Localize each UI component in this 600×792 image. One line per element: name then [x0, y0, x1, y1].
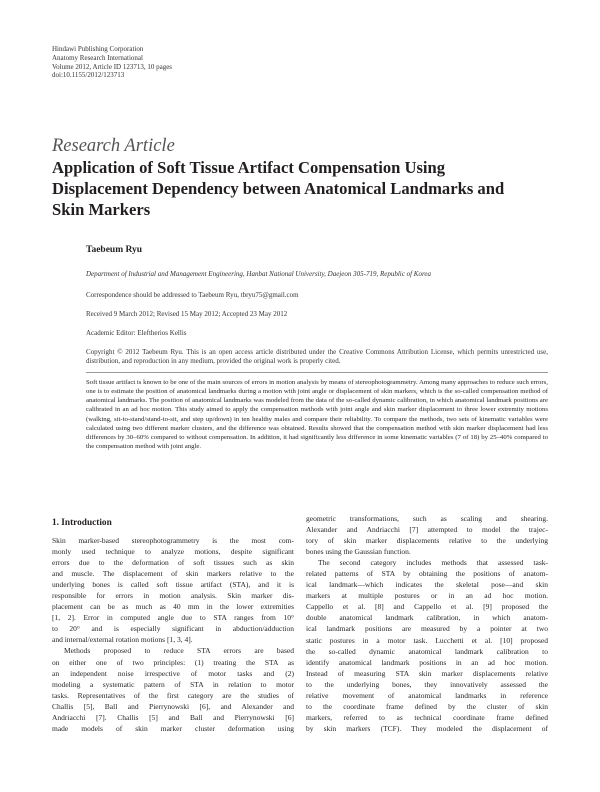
body-text-line: markers at multiple postures or in an ad hoc motion. — [306, 591, 548, 601]
title-line: Displacement Dependency between Anatomical Landmarks and — [52, 179, 505, 198]
body-text-line: an independent noise irrespective of motor tasks and (2) — [52, 668, 294, 678]
copyright-notice: Copyright © 2012 Taebeum Ryu. This is an open access article distributed under the Creative Commons Attribution License, which permits unrestricted use, distribution, and reproduction in any medium, provided the original work is properly cited. — [86, 348, 548, 365]
correspondence: Correspondence should be addressed to Taebeum Ryu, tbryu75@gmail.com — [86, 291, 299, 299]
body-text-line: placement can be as much as 40 mm in the lower extremities — [52, 602, 294, 612]
body-text-line: ical landmark—which indicates the skeletal pose—and skin — [306, 580, 548, 590]
body-text-line: ical landmark positions are measured by a pointer at two — [306, 624, 548, 634]
publisher-name: Hindawi Publishing Corporation — [52, 45, 144, 53]
body-text-line: Cappello et al. [8] and Cappello et al. [9] proposed the — [306, 602, 548, 612]
volume-info: Volume 2012, Article ID 123713, 10 pages — [52, 62, 173, 71]
body-text-line: identify anatomical landmark positions in an ad hoc motion. — [306, 657, 548, 667]
body-text-line: bones using the Gaussian function. — [306, 547, 411, 557]
body-text-line: to the coordinate frame defined by the cluster of skin — [306, 701, 548, 711]
body-text-line: by skin markers (TCF). They modeled the displacement of — [306, 723, 548, 733]
article-type: Research Article — [52, 136, 175, 156]
title-line: Skin Markers — [52, 200, 151, 219]
body-text-line: relative movement of anatomical landmarks in reference — [306, 690, 548, 700]
article-dates: Received 9 March 2012; Revised 15 May 2012; Accepted 23 May 2012 — [86, 310, 288, 318]
body-text-line: geometric transformations, such as scaling and shearing. — [306, 514, 548, 523]
body-text-line: monly used technique to analyze motions, despite significant — [52, 547, 294, 557]
body-text-line: errors due to the deformation of soft tissues such as skin — [52, 558, 294, 568]
affiliation: Department of Industrial and Management Engineering, Hanbat National University, Daejeon 305-719, Republic of Korea — [86, 270, 432, 278]
left-column — [52, 535, 294, 734]
body-text-line: and internal/external rotation motions [1, 3, 4]. — [52, 635, 193, 645]
divider — [86, 372, 548, 373]
body-text-line: Skin marker-based stereophotogrammetry is the most com- — [52, 536, 294, 545]
body-text-line: to 20° and is especially significant in abduction/adduction — [52, 624, 294, 634]
doi-link[interactable]: doi:10.1155/2012/123713 — [52, 71, 125, 80]
body-text-line: tory of skin marker displacements relative to the underlying — [306, 536, 548, 546]
body-text-line: [1, 2]. Error in computed angle due to STA ranges from 10° — [52, 613, 294, 623]
body-text-line: related patterns of STA by obtaining the positions of anatom- — [306, 569, 548, 579]
academic-editor: Academic Editor: Eleftherios Kellis — [86, 329, 187, 337]
body-text-line: Alexander and Andriacchi [7] attempted to model the trajec- — [306, 525, 548, 535]
body-text-line: modeling a systematic pattern of STA in relation to motor — [52, 679, 294, 689]
section-heading: 1. Introduction — [52, 518, 112, 528]
body-text-line: static postures in a motor task. Lucchetti et al. [10] proposed — [306, 635, 548, 645]
body-text-line: the so-called dynamic anatomical landmark calibration to — [306, 646, 548, 656]
body-text-line: The second category includes methods that assessed task- — [318, 558, 548, 568]
body-text-line: Instead of measuring STA skin marker displacements relative — [306, 668, 548, 678]
right-column — [306, 513, 548, 734]
body-text-line: underlying bones is called soft tissue artifact (STA), and it is — [52, 580, 294, 590]
body-text-line: Challis [5], Ball and Pierrynowski [6], and Alexander and — [52, 701, 294, 711]
body-text-line: made models of skin marker cluster deformation using — [52, 723, 294, 733]
body-text-line: markers, referred to as technical coordinate frame defined — [306, 712, 548, 722]
author-name: Taebeum Ryu — [86, 245, 143, 255]
body-text-line: and muscle. The displacement of skin markers relative to the — [52, 569, 294, 579]
paper-title — [52, 157, 552, 220]
abstract: Soft tissue artifact is known to be one of the main sources of errors in motion analysis by means of stereophotogrammetry. Among many approaches to reduce such errors, one is to estimate the position of anatomical landmarks during a motion with joint angle or displacement of skin markers, which is the so-called compensation method of anatomical landmarks. The position of anatomical landmarks was modeled from the data of the so-called dynamic calibration, in which anatomical landmark positions are calibrated in an ad hoc motion. This study aimed to apply the compensation methods with joint angle and skin marker displacement to three lower extremity motions (walking, sit-to-stand/stand-to-sit, and step up/down) in ten healthy males and compare their reliability. To compare the methods, two sets of kinematic variables were calculated using two different marker clusters, and the difference was obtained. Results showed that the compensation method with skin marker displacement had less differences by 30–60% compared to without compensation. In addition, it had significantly less difference in some kinematic variables (7 of 18) by 25–40% compared to the compensation method with joint angle. — [86, 379, 548, 451]
body-text-line: to the underlying bones, they innovatively assessed the — [306, 679, 548, 689]
journal-name: Anatomy Research International — [52, 53, 143, 62]
body-text-line: on either one of two principles: (1) treating the STA as — [52, 657, 294, 667]
title-line: Application of Soft Tissue Artifact Compensation Using — [52, 158, 446, 177]
body-text-line: tasks. Representatives of the first category are the studies of — [52, 690, 294, 700]
body-text-line: Methods proposed to reduce STA errors are based — [64, 646, 294, 656]
journal-header — [52, 45, 172, 80]
body-text-line: double anatomical landmark calibration, in which anatom- — [306, 613, 548, 623]
body-text-line: Andriacchi [7]. Challis [5] and Ball and Pierrynowski [6] — [52, 712, 294, 722]
body-text-line: responsible for errors in motion analysis. Skin marker dis- — [52, 591, 294, 601]
